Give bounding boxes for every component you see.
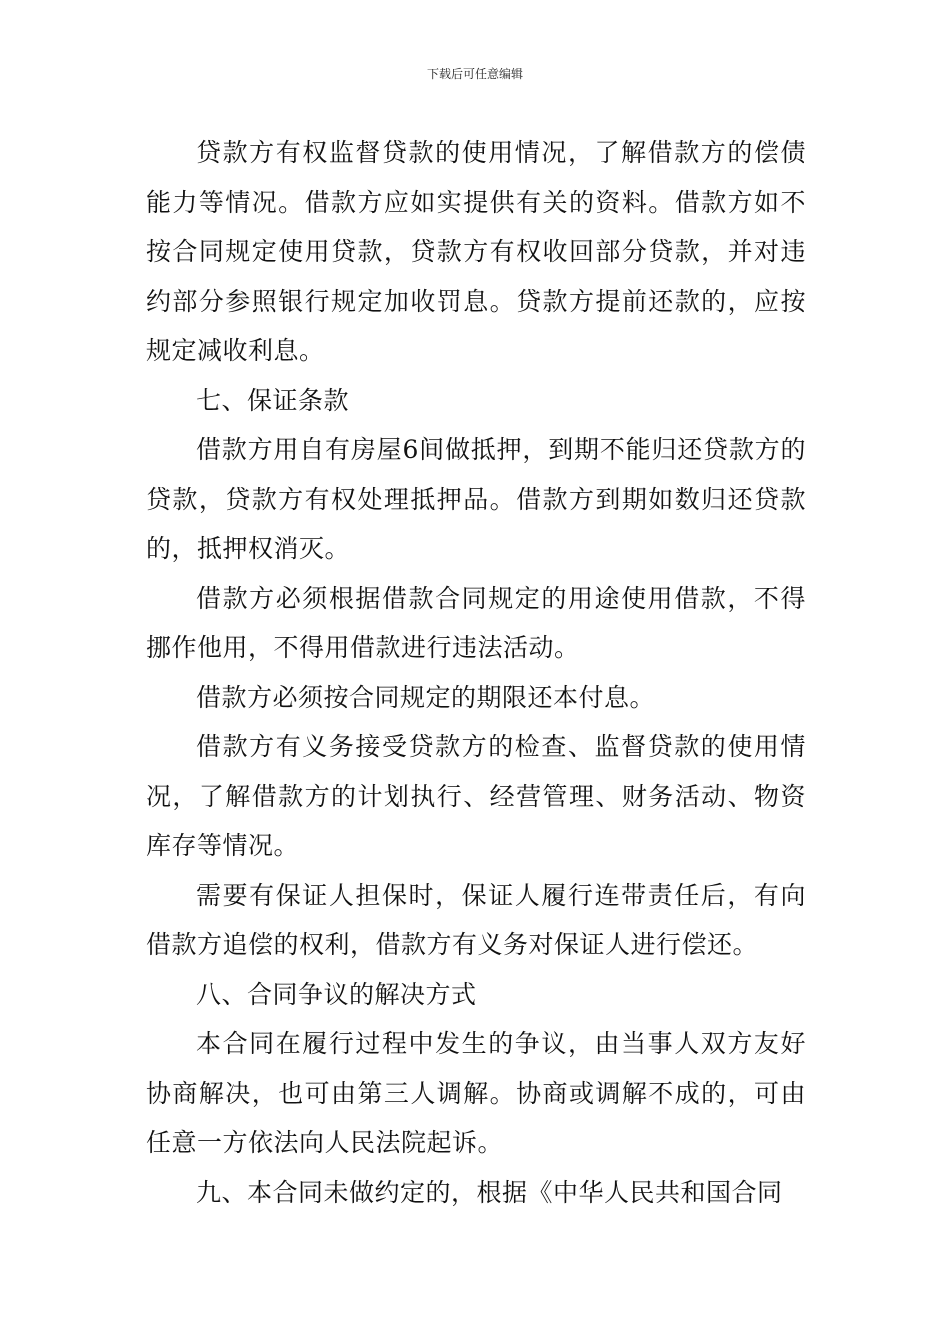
header-note: 下载后可任意编辑: [426, 67, 523, 81]
section-heading-guarantee: 七、保证条款: [196, 385, 350, 415]
section-heading-dispute: 八、合同争议的解决方式: [196, 979, 477, 1009]
paragraph-loan-usage: 借款方必须根据借款合同规定的用途使用借款，不得挪作他用，不得用借款进行违法活动。: [146, 583, 806, 662]
document-body: [146, 128, 806, 1217]
paragraph-mortgage: 借款方用自有房屋6间做抵押，到期不能归还贷款方的贷款，贷款方有权处理抵押品。借款方到期如数归还贷款的，抵押权消灭。: [146, 435, 806, 563]
paragraph-loan-supervision: 贷款方有权监督贷款的使用情况，了解借款方的偿债能力等情况。借款方应如实提供有关的资料。借款方如不按合同规定使用贷款，贷款方有权收回部分贷款，并对违约部分参照银行规定加收罚息。贷款方提前还款的，应按规定减收利息。: [146, 138, 806, 365]
paragraph-unagreed-matters: 九、本合同未做约定的，根据《中华人民共和国合同: [196, 1177, 783, 1207]
paragraph-inspection: 借款方有义务接受贷款方的检查、监督贷款的使用情况，了解借款方的计划执行、经营管理、财务活动、物资库存等情况。: [146, 732, 806, 860]
paragraph-repayment: 借款方必须按合同规定的期限还本付息。: [196, 682, 656, 712]
paragraph-guarantor: 需要有保证人担保时，保证人履行连带责任后，有向借款方追偿的权利，借款方有义务对保证人进行偿还。: [146, 880, 806, 959]
paragraph-dispute-resolution: 本合同在履行过程中发生的争议，由当事人双方友好协商解决，也可由第三人调解。协商或调解不成的，可由任意一方依法向人民法院起诉。: [146, 1029, 806, 1157]
